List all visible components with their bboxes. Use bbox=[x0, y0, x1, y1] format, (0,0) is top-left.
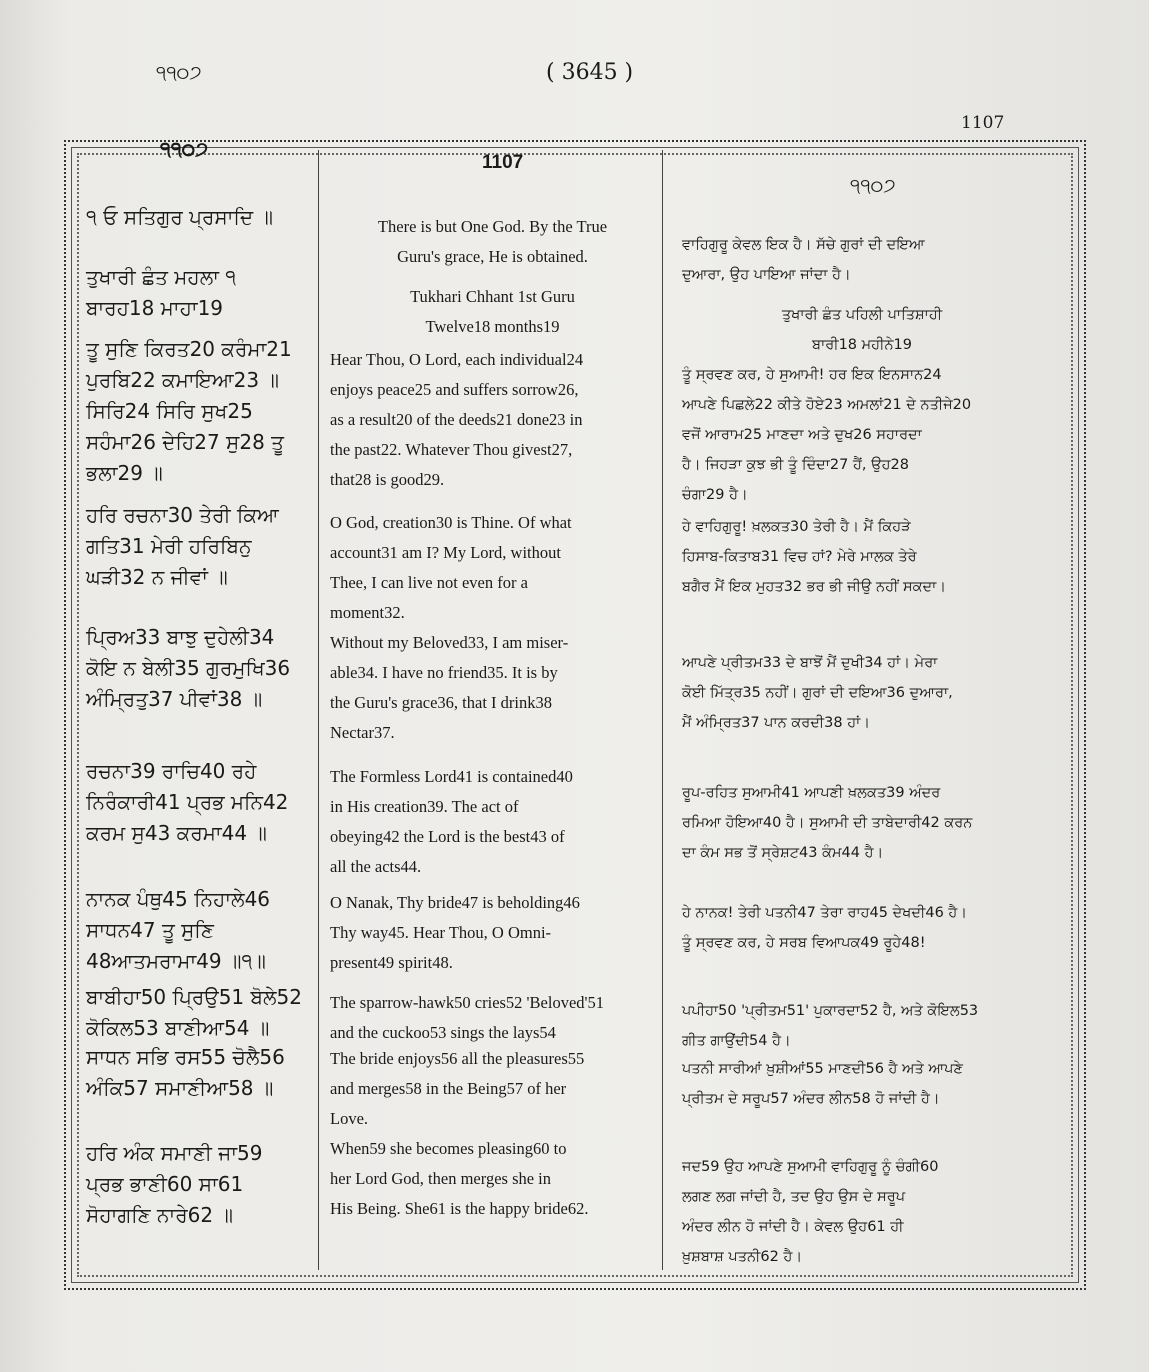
gurmukhi-column-number: ੧੧੦੭ bbox=[160, 137, 209, 161]
punjabi-explanation: ਪਤਨੀ ਸਾਰੀਆਂ ਖ਼ੁਸ਼ੀਆਂ55 ਮਾਣਦੀ56 ਹੈ ਅਤੇ ਆਪਣੇ ਪ੍ਰੀਤਮ ਦੇ ਸਰੂਪ57 ਅੰਦਰ ਲੀਨ58 ਹੋ ਜਾਂਦੀ ਹੈ। bbox=[682, 1061, 963, 1107]
english-column-number: 1107 bbox=[482, 152, 524, 173]
gurmukhi-verse: ਪ੍ਰਿਅ33 ਬਾਝੁ ਦੁਹੇਲੀ34 ਕੋਇ ਨ ਬੇਲੀ35 ਗੁਰਮੁਖਿ36 ਅੰਮ੍ਰਿਤੁ37 ਪੀਵਾਂ38 ॥ bbox=[86, 625, 291, 711]
english-translation: There is but One God. By the True Guru's grace, He is obtained. bbox=[377, 217, 608, 266]
gurmukhi-verse: ਹਰਿ ਅੰਕ ਸਮਾਣੀ ਜਾ59 ਪ੍ਰਭ ਭਾਣੀ60 ਸਾ61 ਸੋਹਾਗਣਿ ਨਾਰੇ62 ॥ bbox=[86, 1141, 263, 1227]
gurmukhi-verse: ਬਾਬੀਹਾ50 ਪ੍ਰਿਉ51 ਬੋਲੇ52 ਕੋਕਿਲ53 ਬਾਣੀਆ54 ॥ bbox=[86, 985, 302, 1040]
punjabi-explanation: ਪਪੀਹਾ50 'ਪ੍ਰੀਤਮ51' ਪੁਕਾਰਦਾ52 ਹੈ, ਅਤੇ ਕੋਇਲ53 ਗੀਤ ਗਾਉਂਦੀ54 ਹੈ। bbox=[682, 1003, 979, 1049]
punjabi-explanation: ਹੇ ਨਾਨਕ! ਤੇਰੀ ਪਤਨੀ47 ਤੇਰਾ ਰਾਹ45 ਦੇਖਦੀ46 ਹੈ। ਤੂੰ ਸ੍ਰਵਣ ਕਰ, ਹੇ ਸਰਬ ਵਿਆਪਕ49 ਰੂਹੇ48! bbox=[682, 905, 968, 951]
english-translation: O God, creation30 is Thine. Of what account31 am I? My Lord, without Thee, I can live not even for a moment32. bbox=[330, 513, 572, 622]
punjabi-explanation: ਰੂਪ-ਰਹਿਤ ਸੁਆਮੀ41 ਆਪਣੀ ਖ਼ਲਕਤ39 ਅੰਦਰ ਰਮਿਆ ਹੋਇਆ40 ਹੈ। ਸੁਆਮੀ ਦੀ ਤਾਬੇਦਾਰੀ42 ਕਰਨ ਦਾ ਕੰਮ ਸਭ ਤੋਂ ਸ੍ਰੇਸ਼ਟ43 ਕੰਮ44 ਹੈ। bbox=[682, 785, 973, 861]
english-translation: Hear Thou, O Lord, each individual24 enjoys peace25 and suffers sorrow26, as a result20 of the deeds21 done23 in the past22. Whatever Thou givest27, that28 is good29. bbox=[330, 350, 584, 489]
gurmukhi-verse: ਤੂ ਸੁਣਿ ਕਿਰਤ20 ਕਰੰਮਾ21 ਪੁਰਬਿ22 ਕਮਾਇਆ23 ॥ ਸਿਰਿ24 ਸਿਰਿ ਸੁਖ25 ਸਹੰਮਾ26 ਦੇਹਿ27 ਸੁ28 ਤੂ ਭਲਾ29 ॥ bbox=[86, 337, 292, 485]
gurmukhi-verse: ਤੁਖਾਰੀ ਛੰਤ ਮਹਲਾ ੧ ਬਾਰਹ18 ਮਾਹਾ19 bbox=[86, 265, 237, 320]
punjabi-explanation: ਤੁਖਾਰੀ ਛੰਤ ਪਹਿਲੀ ਪਾਤਿਸ਼ਾਹੀ ਬਾਰੀ18 ਮਹੀਨੇ19 bbox=[781, 307, 943, 353]
gurmukhi-verse: ੧ ਓ ਸਤਿਗੁਰ ਪ੍ਰਸਾਦਿ ॥ bbox=[86, 205, 273, 229]
english-translation: O Nanak, Thy bride47 is beholding46 Thy way45. Hear Thou, O Omni- present49 spirit48. bbox=[330, 893, 580, 972]
gurmukhi-verse: ਰਚਨਾ39 ਰਾਚਿ40 ਰਹੇ ਨਿਰੰਕਾਰੀ41 ਪ੍ਰਭ ਮਨਿ42 ਕਰਮ ਸੁ43 ਕਰਮਾ44 ॥ bbox=[86, 759, 289, 845]
english-translation: The Formless Lord41 is contained40 in His creation39. The act of obeying42 the Lord is the best43 of all the acts44. bbox=[330, 767, 573, 876]
punjabi-explanation: ਜਦ59 ਉਹ ਆਪਣੇ ਸੁਆਮੀ ਵਾਹਿਗੁਰੂ ਨੂੰ ਚੰਗੀ60 ਲਗਣ ਲਗ ਜਾਂਦੀ ਹੈ, ਤਦ ਉਹ ਉਸ ਦੇ ਸਰੂਪ ਅੰਦਰ ਲੀਨ ਹੋ ਜਾਂਦੀ ਹੈ। ਕੇਵਲ ਉਹ61 ਹੀ ਖ਼ੁਸ਼ਬਾਸ਼ ਪਤਨੀ62 ਹੈ। bbox=[682, 1159, 939, 1265]
punjabi-column-number: ੧੧੦੭ bbox=[850, 175, 896, 197]
punjabi-explanation: ਤੂੰ ਸ੍ਰਵਣ ਕਰ, ਹੇ ਸੁਆਮੀ! ਹਰ ਇਕ ਇਨਸਾਨ24 ਆਪਣੇ ਪਿਛਲੇ22 ਕੀਤੇ ਹੋਏ23 ਅਮਲਾਂ21 ਦੇ ਨਤੀਜੇ20 ਵਜੋਂ ਆਰਾਮ25 ਮਾਣਦਾ ਅਤੇ ਦੁਖ26 ਸਹਾਰਦਾ ਹੈ। ਜਿਹੜਾ ਕੁਝ ਭੀ ਤੂੰ ਦਿੰਦਾ27 ਹੈਂ, ਉਹ28 ਚੰਗਾ29 ਹੈ। bbox=[682, 367, 972, 503]
left-page-number: ੧੧੦੭ bbox=[156, 62, 202, 84]
english-translation: The bride enjoys56 all the pleasures55 and merges58 in the Being57 of her Love. bbox=[330, 1049, 585, 1128]
column-divider-right bbox=[662, 150, 663, 1270]
punjabi-explanation: ਹੇ ਵਾਹਿਗੁਰੂ! ਖ਼ਲਕਤ30 ਤੇਰੀ ਹੈ। ਮੈਂ ਕਿਹੜੇ ਹਿਸਾਬ-ਕਿਤਾਬ31 ਵਿਚ ਹਾਂ? ਮੇਰੇ ਮਾਲਕ ਤੇਰੇ ਬਗੈਰ ਮੈਂ ਇਕ ਮੁਹਤ32 ਭਰ ਭੀ ਜੀਉ ਨਹੀਂ ਸਕਦਾ। bbox=[682, 519, 947, 595]
right-page-number: 1107 bbox=[961, 113, 1005, 133]
gurmukhi-verse: ਨਾਨਕ ਪੰਥੁ45 ਨਿਹਾਲੇ46 ਸਾਧਨ47 ਤੂ ਸੁਣਿ 48ਆਤਮਰਾਮਾ49 ॥੧॥ bbox=[86, 887, 271, 973]
center-page-number: ( 3645 ) bbox=[546, 60, 634, 85]
english-translation: Without my Beloved33, I am miser- able34. I have no friend35. It is by the Guru's grace36, that I drink38 Nectar37. bbox=[330, 633, 569, 742]
english-translation: The sparrow-hawk50 cries52 'Beloved'51 and the cuckoo53 sings the lays54 bbox=[330, 993, 604, 1042]
english-translation: When59 she becomes pleasing60 to her Lord God, then merges she in His Being. She61 is the happy bride62. bbox=[330, 1139, 589, 1218]
punjabi-explanation: ਵਾਹਿਗੁਰੂ ਕੇਵਲ ਇਕ ਹੈ। ਸੱਚੇ ਗੁਰਾਂ ਦੀ ਦਇਆ ਦੁਆਰਾ, ਉਹ ਪਾਇਆ ਜਾਂਦਾ ਹੈ। bbox=[682, 237, 925, 283]
punjabi-explanation: ਆਪਣੇ ਪ੍ਰੀਤਮ33 ਦੇ ਬਾਝੋਂ ਮੈਂ ਦੁਖੀ34 ਹਾਂ। ਮੇਰਾ ਕੋਈ ਮਿੱਤ੍ਰ35 ਨਹੀਂ। ਗੁਰਾਂ ਦੀ ਦਇਆ36 ਦੁਆਰਾ, ਮੈਂ ਅੰਮ੍ਰਿਤ37 ਪਾਨ ਕਰਦੀ38 ਹਾਂ। bbox=[682, 655, 953, 731]
gurmukhi-verse: ਹਰਿ ਰਚਨਾ30 ਤੇਰੀ ਕਿਆ ਗਤਿ31 ਮੇਰੀ ਹਰਿਬਿਨੁ ਘੜੀ32 ਨ ਜੀਵਾਂ ॥ bbox=[86, 503, 279, 589]
gurmukhi-verse: ਸਾਧਨ ਸਭਿ ਰਸ55 ਚੋਲੈ56 ਅੰਕਿ57 ਸਮਾਣੀਆ58 ॥ bbox=[86, 1045, 285, 1100]
column-divider-left bbox=[318, 150, 319, 1270]
english-translation: Tukhari Chhant 1st Guru Twelve18 months19 bbox=[410, 287, 575, 336]
